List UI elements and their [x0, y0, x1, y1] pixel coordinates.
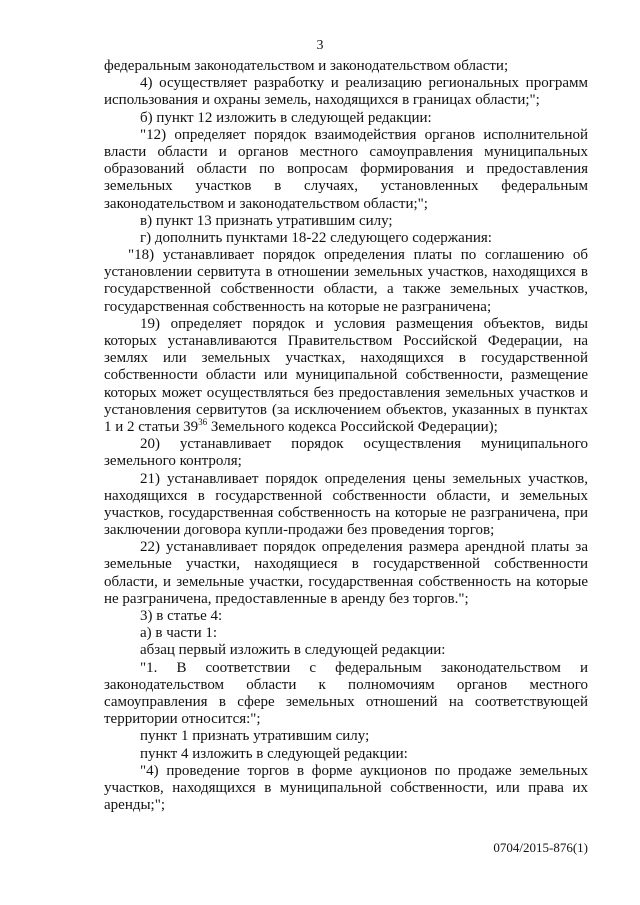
text-line: самоуправления в сфере земельных отношений на соответствующей: [104, 693, 588, 710]
text-line: г) дополнить пунктами 18-22 следующего содержания:: [140, 229, 492, 246]
text-line: земельных участков в случаях, установленных федеральным: [104, 178, 588, 195]
text-line: 21) устанавливает порядок определения цены земельных участков,: [140, 470, 588, 487]
text-line: законодательством и законодательством области;";: [104, 195, 428, 212]
text-line: в) пункт 13 признать утратившим силу;: [140, 212, 393, 229]
text-line: не разграничена, предоставленные в аренду без торгов.";: [104, 590, 469, 607]
text-fragment: Земельного кодекса Российской Федерации);: [207, 418, 498, 435]
text-line: установления сервитутов (за исключением объектов, указанных в пунктах: [104, 401, 588, 418]
page-number: 3: [316, 38, 324, 53]
text-line: законодательством области к полномочиям органов местного: [104, 676, 588, 693]
text-line: федеральным законодательством и законодательством области;: [104, 58, 509, 74]
text-fragment: 1 и 2 статьи 39: [104, 418, 199, 435]
text-line: 19) определяет порядок и условия размещения объектов, виды: [140, 315, 588, 332]
text-line: территории относится:";: [104, 711, 261, 728]
document-code: 0704/2015-876(1): [493, 840, 588, 855]
text-line: земельного контроля;: [104, 453, 242, 470]
text-line: 22) устанавливает порядок определения размера арендной платы за: [140, 539, 588, 556]
text-line: участков, государственная собственность на которые не разграничена, при: [104, 504, 588, 521]
text-line: которых устанавливаются Правительством Российской Федерации, на: [104, 333, 588, 349]
text-line: абзац первый изложить в следующей редакции:: [140, 642, 446, 659]
superscript: 36: [198, 416, 208, 427]
text-line: [104, 416, 588, 436]
document-body: [104, 58, 588, 814]
text-line: б) пункт 12 изложить в следующей редакции:: [140, 109, 432, 126]
text-line: собственности области или муниципальной собственности, размещение: [104, 367, 588, 384]
text-line: государственной собственности области, а также земельных участков,: [104, 281, 588, 298]
text-line: власти области и органов местного самоуправления муниципальных: [104, 143, 588, 160]
text-line: области, и земельные участки, государственная собственность на которые: [104, 573, 588, 590]
text-line: 20) устанавливает порядок осуществления муниципального: [140, 436, 588, 453]
text-line: "4) проведение торгов в форме аукционов по продаже земельных: [140, 762, 588, 779]
text-line: заключении договора купли-продажи без проведения торгов;: [104, 522, 495, 539]
text-line: образований области по вопросам формирования и предоставления: [104, 161, 588, 178]
text-line: установлении сервитута в отношении земельных участков, находящихся в: [104, 264, 588, 281]
text-line: земельные участки, находящиеся в государственной собственности: [104, 556, 588, 573]
text-line: участков, находящихся в муниципальной собственности, или права их: [104, 779, 588, 796]
text-line: которых может осуществляться без предоставления земельных участков и: [104, 384, 588, 401]
text-line: аренды;";: [104, 797, 166, 814]
text-line: "12) определяет порядок взаимодействия органов исполнительной: [140, 126, 588, 143]
text-line: 3) в статье 4:: [140, 608, 223, 624]
text-line: находящихся в государственной собственности области, и земельных: [104, 487, 588, 504]
text-line: "1. В соответствии с федеральным законодательством и: [140, 659, 588, 676]
text-line: а) в части 1:: [140, 625, 218, 642]
text-line: землях или земельных участках, находящихся в государственной: [104, 350, 588, 367]
text-line: использования и охраны земель, находящихся в границах области;";: [104, 92, 540, 109]
text-line: пункт 4 изложить в следующей редакции:: [140, 745, 408, 762]
text-line: пункт 1 признать утратившим силу;: [140, 728, 370, 745]
text-line: государственная собственность на которые не разграничена;: [104, 298, 492, 315]
text-line: 4) осуществляет разработку и реализацию региональных программ: [140, 75, 588, 92]
text-line: "18) устанавливает порядок определения платы по соглашению об: [128, 247, 588, 264]
